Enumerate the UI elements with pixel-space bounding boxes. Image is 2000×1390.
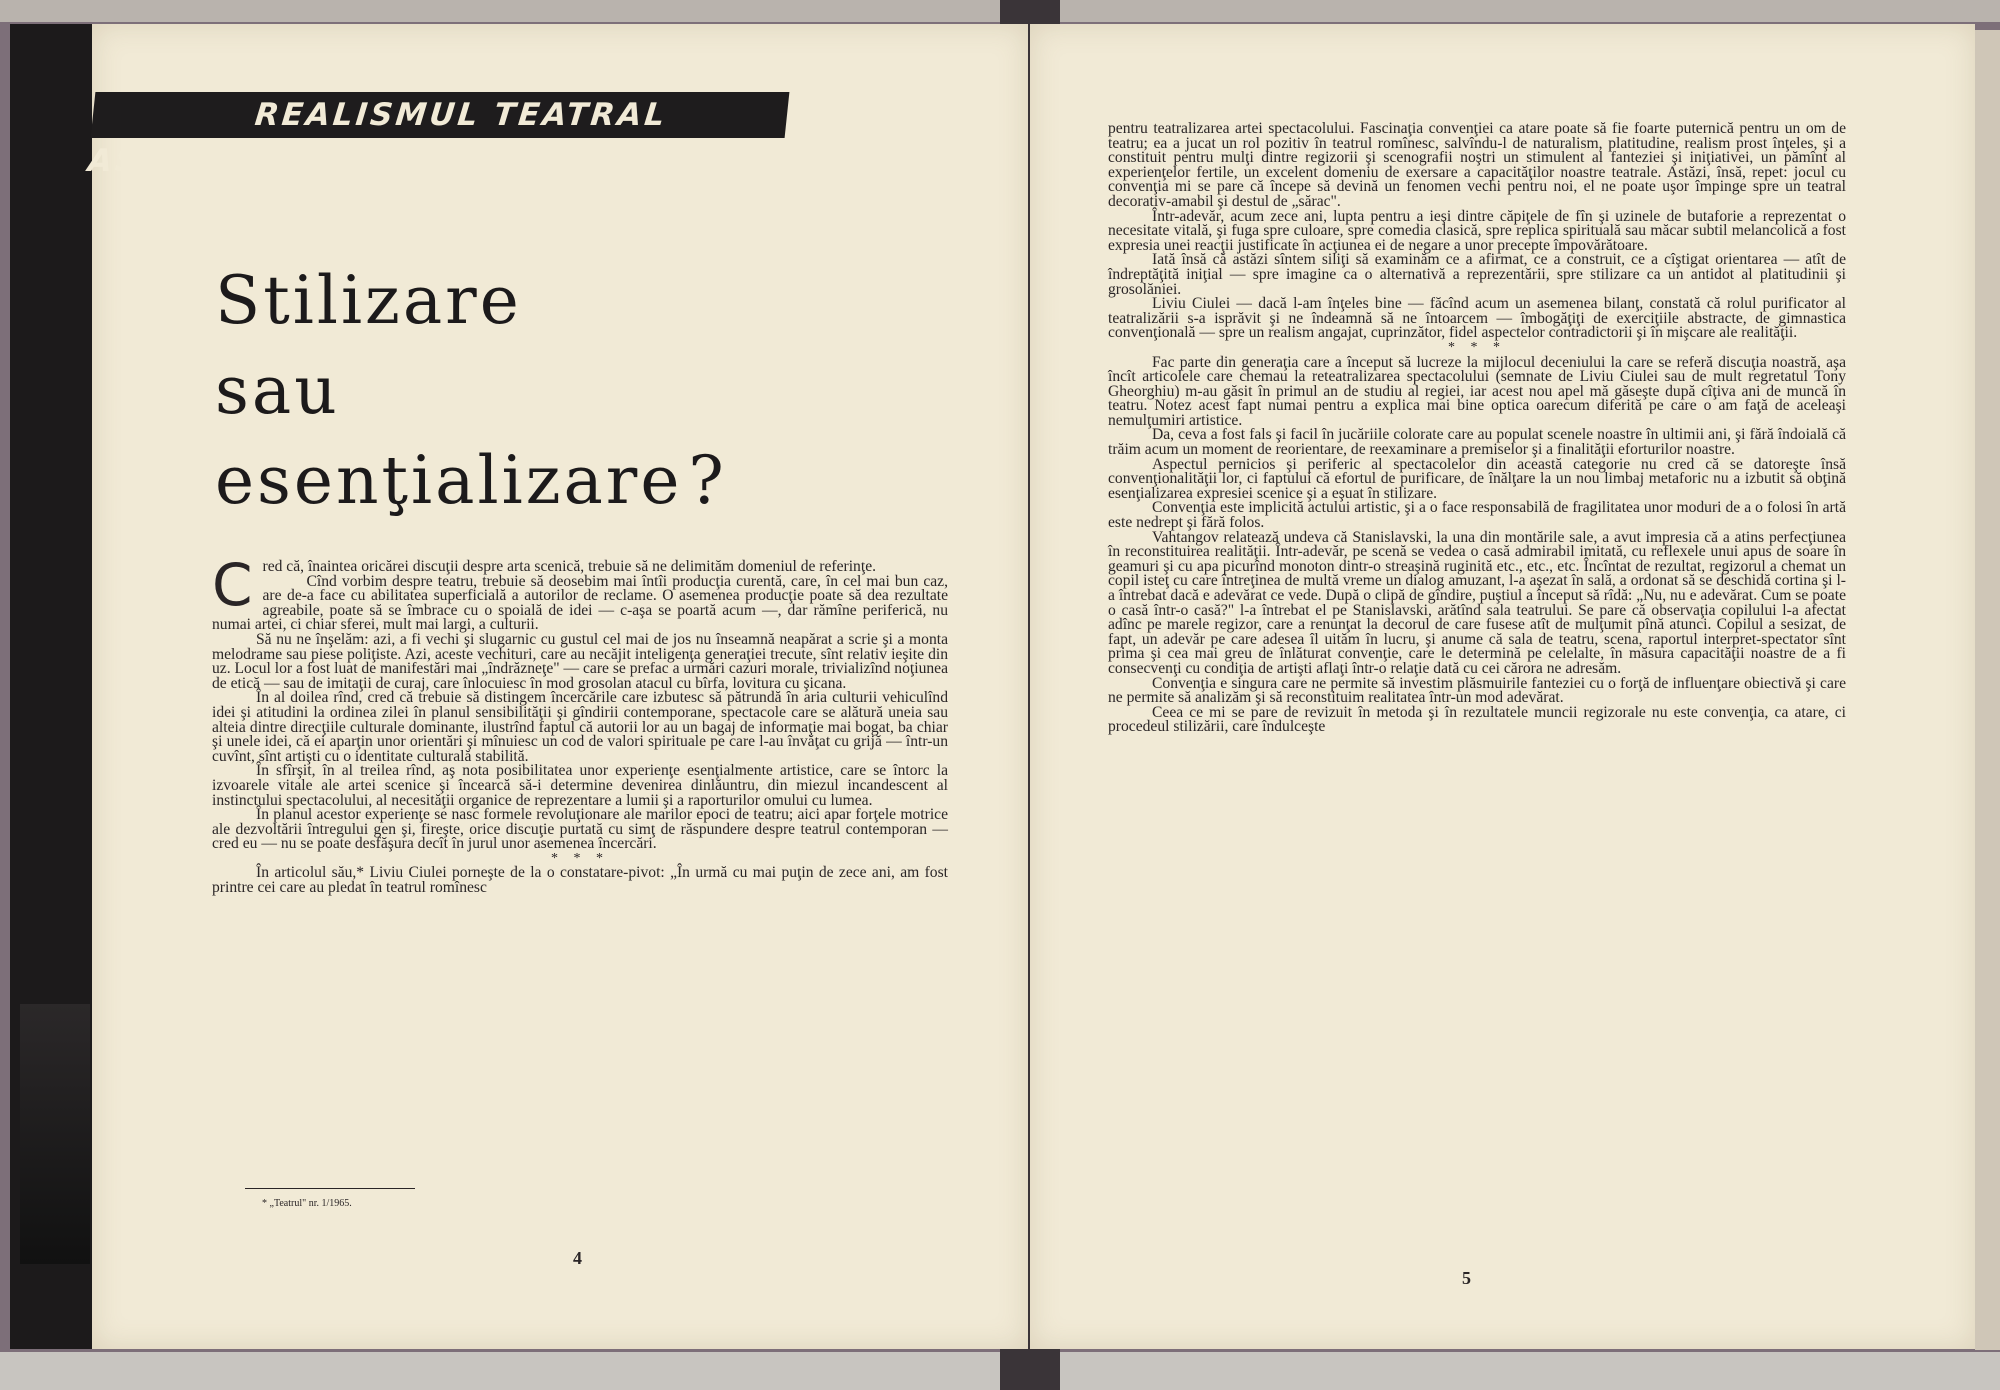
paragraph: Convenţia e singura care ne permite să investim plăsmuirile fanteziei cu o forţă de influenţare obiectivă şi care ne permite să analizăm şi să reconstituim realitatea într-un mod adevărat. bbox=[1108, 674, 1846, 707]
paragraph: pentru teatralizarea artei spectacolului. Fascinaţia convenţiei ca atare poate să fie foarte puternică pentru un om de teatru; ea a jucat un rol pozitiv în teatrul romînesc, salvîndu-l de naturalism, platitudine, realism prost înţeles, şi a constituit pentru mulţi dintre regizorii şi scenografii noştri un stimulent al fanteziei şi iniţiativei, un pămînt al experienţelor fertile, un excelent domeniu de exersare a capacităţilor noastre teatrale. Astăzi, însă, repet: jocul cu convenţia mi se pare că începe să devină un fenomen vechi pentru noi, el ne poate uşor împinge spre un teatral decorativ-amabil şi destul de „sărac". bbox=[1108, 120, 1846, 210]
paragraph: În al doilea rînd, cred că trebuie să distingem încercările care izbutesc să pătrundă în aria culturii vehiculînd idei şi atitudini la ordinea zilei în planul sensibilităţii şi gîndirii contemporane, spectacole care se alătură uneia sau alteia dintre direcţiile culturale dominante, ilustrînd faptul că autorii lor au un bagaj de informaţie mai bogat, ba chiar şi unele idei, că ei aparţin unor orientări şi mînuiesc un cod de valori spirituale pe care l-au învăţat cu grijă — într-un cuvînt, sînt artişti cu o identitate culturală stabilită. bbox=[212, 689, 948, 765]
paragraph: Fac parte din generaţia care a început să lucreze la mijlocul deceniului la care se referă discuţia noastră, aşa încît articolele care chemau la reteatralizarea spectacolului (semnate de Liviu Ciulei sau de mult regretatul Tony Gheorghiu) m-au găsit în primul an de studiu al regiei, iar acest nou apel mă găseşte după cîţiva ani de muncă în teatru. Notez acest fapt numai pentru a explica mai bine optica oarecum diferită pe care o am faţă de aceleaşi nemulţumiri artistice. bbox=[1108, 353, 1846, 429]
footnote-rule bbox=[245, 1188, 415, 1189]
paragraph: Aspectul pernicios şi periferic al spectacolelor din această categorie nu cred că se datoreşte însă convenţionalităţii lor, ci faptului că efortul de purificare, de înălţare la un nou limbaj metaforic nu a izbutit să obţină esenţializarea expresiei scenice şi a eşuat în stilizare. bbox=[1108, 455, 1846, 502]
paragraph: Cînd vorbim despre teatru, trebuie să deosebim mai întîi producţia curentă, care, în cel mai bun caz, are de-a face cu abilitatea superficială a autorilor de reclame. O asemenea producţie poate să dea rezultate agreabile, poate să se îmbrace cu o spoială de idei — c-aşa se poartă acum —, dar rămîne periferică, nu numai artei, ci chiar sferei, mult mai largi, a culturii. bbox=[212, 572, 948, 634]
footnote: * „Teatrul" nr. 1/1965. bbox=[262, 1198, 352, 1209]
paragraph: Da, ceva a fost fals şi facil în jucăriile colorate care au populat scenele noastre în ultimii ani, şi fără îndoială că trăim acum un moment de reorientare, de reexaminare a premiselor şi a finalităţii eforturilor noastre. bbox=[1108, 426, 1846, 459]
title-line-1: Stilizare bbox=[215, 262, 522, 339]
left-article-column bbox=[212, 551, 948, 897]
paragraph: Liviu Ciulei — dacă l-am înţeles bine — făcînd acum un asemenea bilanţ, constată că rolul purificator al teatralizării s-a isprăvit şi ne îndeamnă să ne întoarcem — îmbogăţiţi de exerciţiile abstracte, de gimnastica convenţională — spre un realism angajat, cuprinzător, fidel aspectelor contradictorii şi în mişcare ale realităţii. bbox=[1108, 295, 1846, 342]
right-article-column bbox=[1108, 122, 1846, 735]
section-separator: * * * bbox=[1448, 339, 1506, 355]
title-line-3 bbox=[215, 442, 727, 519]
paragraph: Vahtangov relatează undeva că Stanislavski, la una din montările sale, a avut impresia că a atins perfecţiunea în reconstituirea realităţii. Într-adevăr, pe scenă se vedea o casă admirabil imitată, cu reflexele unui apus de soare în geamuri şi cu apa picurînd monoton dintr-o streaşină ruginită etc., etc., etc. Încîntat de rezultat, regizorul a chemat un copil isteţ cu care întreţinea de multă vreme un dialog amuzant, l-a aşezat în sală, a ordonat să se deschidă cortina şi l-a întrebat dacă e adevărat ce vede. După o clipă de gîndire, puştiul a început să rîdă: „Nu, nu e adevărat. Cum se poate o casă într-o casă?" l-a întrebat el pe Stanislavski, arătînd sala teatrului. Se pare că observaţia copilului l-a afectat adînc pe marele regizor, care a renunţat la decorul de care fusese atît de mulţumit pînă atunci. Copilul a sesizat, de fapt, un adevăr pe care adesea îl uităm în lucru, şi anume că sala de teatru, scena, raportul interpret-spectator sînt prima şi cea mai greu de înlăturat convenţie, care le determină pe celelalte, în măsura capacităţii noastre de a fi consecvenţi cu condiţia de artişti aflaţi într-o relaţie dată cu cei cărora ne adresăm. bbox=[1108, 528, 1846, 677]
paragraph: În articolul său,* Liviu Ciulei porneşte de la o constatare-pivot: „În urmă cu mai puţin de zece ani, am fost printre cei care au pledat în teatrul romînesc bbox=[212, 864, 948, 897]
title-question-mark: ? bbox=[688, 442, 727, 519]
paragraph: Cred că, înaintea oricărei discuţii despre arta scenică, trebuie să ne delimităm domeniul de referinţe. bbox=[212, 551, 877, 619]
section-banner: REALISMUL TEATRAL ASTĂZI bbox=[91, 92, 790, 138]
paragraph: Ceea ce mi se pare de revizuit în metoda şi în rezultatele muncii regizorale nu este convenţia, ca atare, ci procedeul stilizării, care îndulceşte bbox=[1108, 703, 1846, 736]
binding-strip bbox=[10, 24, 96, 1349]
paragraph: Să nu ne înşelăm: azi, a fi vechi şi slugarnic cu gustul cel mai de jos nu înseamnă neapărat a scrie şi a monta melodrame sau piese poliţiste. Azi, aceste vechituri, care au necăjit inteligenţa generaţiei trecute, sînt relativ ieşite din uz. Locul lor a fost luat de manifestări mai „îndrăzneţe" — care se prefac a urmări cazuri morale, trivializînd noţiunea de etică — sau de imitaţii de curaj, care înlocuiesc în mod grosolan atacul cu bîrfa, lovitura cu şicana. bbox=[212, 630, 948, 692]
paragraph: Într-adevăr, acum zece ani, lupta pentru a ieşi dintre căpiţele de fîn şi uzinele de butaforie a reprezentat o necesitate vitală, şi fuga spre culoare, spre comedia clasică, spre replica spirituală sau măcar subtil melancolică a fost expresia unei reacţii justificate în acţiunea ei de negare a unor precepte împovărătoare. bbox=[1108, 207, 1846, 254]
title-word: esenţializare bbox=[215, 442, 683, 519]
page-number-left: 4 bbox=[573, 1248, 582, 1268]
paragraph: Iată însă că astăzi sîntem siliţi să examinăm ce a afirmat, ce a construit, ce a cîştigat orientarea — atît de îndreptăţită iniţial — spre imagine ca o alternativă a reprezentării, spre stilizare ca un antidot al platitudinii şi grosolăniei. bbox=[1108, 251, 1846, 298]
paragraph: În planul acestor experienţe se nasc formele revoluţionare ale marilor epoci de teatru; aici apar forţele motrice ale dezvoltării întregului gen şi, fireşte, orice discuţie purtată cu simţ de răspundere despre teatrul contemporan — cred eu — nu se poate desfăşura decît în jurul unor asemenea încercări. bbox=[212, 806, 948, 853]
paragraph: În sfîrşit, în al treilea rînd, aş nota posibilitatea unor experienţe esenţialmente artistice, care se întorc la izvoarele vitale ale artei scenice şi încearcă să-i determine devenirea dinlăuntru, din miezul incandescent al instinctului spectacolului, al necesităţii organice de reprezentare a lumii şi a raporturilor omului cu lumea. bbox=[212, 762, 948, 809]
section-separator: * * * bbox=[551, 850, 609, 866]
title-line-2: sau bbox=[215, 352, 340, 429]
paragraph: Convenţia este implicită actului artistic, şi a o face responsabilă de fragilitatea unor moduri de a o folosi în artă este nedrept şi fără folos. bbox=[1108, 499, 1846, 532]
page-edge bbox=[1975, 30, 2000, 1350]
page-number-right: 5 bbox=[1462, 1268, 1471, 1288]
dropcap: C bbox=[212, 551, 253, 619]
